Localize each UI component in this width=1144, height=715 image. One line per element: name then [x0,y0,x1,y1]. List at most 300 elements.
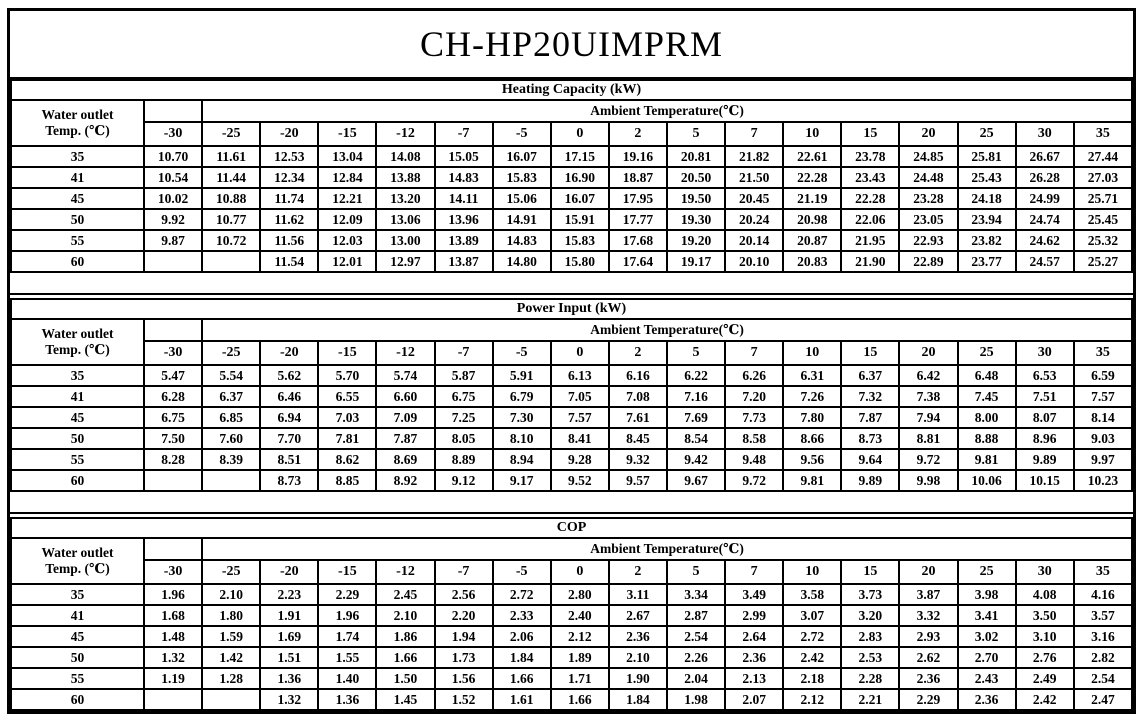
value-cell: 8.69 [376,449,434,470]
value-cell: 1.73 [435,647,493,668]
table-row [11,146,1132,167]
value-cell: 25.71 [1074,188,1132,209]
value-cell: 8.66 [783,428,841,449]
value-cell: 6.46 [260,386,318,407]
ambient-temp-column-header: 20 [899,122,957,146]
value-cell: 8.45 [609,428,667,449]
value-cell: 6.55 [318,386,376,407]
value-cell: 7.32 [841,386,899,407]
value-cell: 6.31 [783,365,841,386]
value-cell: 16.07 [551,188,609,209]
value-cell: 7.57 [551,407,609,428]
value-cell: 25.43 [958,167,1016,188]
value-cell: 10.15 [1016,470,1074,491]
value-cell: 1.48 [144,626,202,647]
value-cell: 1.80 [202,605,260,626]
water-outlet-temp-label: 55 [11,230,144,251]
value-cell: 2.20 [435,605,493,626]
value-cell: 12.34 [260,167,318,188]
water-outlet-temp-label: 45 [11,626,144,647]
value-cell: 6.22 [667,365,725,386]
value-cell: 24.99 [1016,188,1074,209]
value-cell: 3.98 [958,584,1016,605]
ambient-temp-column-header: 5 [667,560,725,584]
value-cell: 20.45 [725,188,783,209]
value-cell: 27.44 [1074,146,1132,167]
ambient-temp-column-header: 35 [1074,122,1132,146]
table-row [11,668,1132,689]
value-cell: 2.10 [609,647,667,668]
value-cell: 2.82 [1074,647,1132,668]
value-cell: 3.87 [899,584,957,605]
value-cell: 6.79 [493,386,551,407]
value-cell: 10.88 [202,188,260,209]
value-cell: 14.11 [435,188,493,209]
ambient-temp-column-header: -7 [435,560,493,584]
table-row [11,251,1132,272]
water-outlet-temp-label: 35 [11,365,144,386]
value-cell: 5.87 [435,365,493,386]
ambient-temp-column-header: 25 [958,122,1016,146]
value-cell: 15.06 [493,188,551,209]
value-cell: 8.88 [958,428,1016,449]
value-cell: 13.89 [435,230,493,251]
value-cell: 9.98 [899,470,957,491]
value-cell: 2.13 [725,668,783,689]
ambient-temp-column-header: 0 [551,122,609,146]
value-cell: 26.28 [1016,167,1074,188]
value-cell: 7.50 [144,428,202,449]
value-cell: 1.52 [435,689,493,710]
value-cell: 6.13 [551,365,609,386]
value-cell: 7.57 [1074,386,1132,407]
value-cell: 13.06 [376,209,434,230]
ambient-temp-column-header: -12 [376,560,434,584]
power-input-table [10,298,1133,492]
page-title: CH-HP20UIMPRM [10,11,1133,79]
value-cell [144,470,202,491]
value-cell: 1.91 [260,605,318,626]
water-outlet-header-line1: Water outlet [41,325,114,341]
section-separator [10,273,1133,295]
header-row-temps [11,341,1132,365]
value-cell: 9.03 [1074,428,1132,449]
value-cell: 20.50 [667,167,725,188]
value-cell: 17.15 [551,146,609,167]
value-cell: 11.62 [260,209,318,230]
value-cell: 7.03 [318,407,376,428]
value-cell: 3.07 [783,605,841,626]
value-cell: 9.72 [725,470,783,491]
value-cell: 8.89 [435,449,493,470]
value-cell: 10.77 [202,209,260,230]
value-cell: 8.07 [1016,407,1074,428]
value-cell: 14.80 [493,251,551,272]
value-cell: 1.19 [144,668,202,689]
value-cell: 4.16 [1074,584,1132,605]
value-cell: 3.32 [899,605,957,626]
value-cell: 4.08 [1016,584,1074,605]
value-cell: 19.30 [667,209,725,230]
value-cell: 2.36 [958,689,1016,710]
value-cell: 2.12 [551,626,609,647]
value-cell: 20.83 [783,251,841,272]
value-cell: 14.91 [493,209,551,230]
header-row-ambient [11,538,1132,560]
header-row-ambient [11,100,1132,122]
value-cell: 21.19 [783,188,841,209]
value-cell: 10.02 [144,188,202,209]
value-cell: 9.89 [841,470,899,491]
value-cell: 3.58 [783,584,841,605]
value-cell: 6.42 [899,365,957,386]
water-outlet-temp-label: 50 [11,209,144,230]
value-cell: 3.34 [667,584,725,605]
water-outlet-header-line1: Water outlet [41,544,114,560]
value-cell: 7.20 [725,386,783,407]
ambient-temp-column-header: 35 [1074,560,1132,584]
value-cell: 1.32 [144,647,202,668]
water-outlet-temp-label: 35 [11,584,144,605]
value-cell: 2.54 [667,626,725,647]
ambient-temp-column-header: 7 [725,122,783,146]
water-outlet-header-line2: Temp. (℃) [45,561,110,576]
value-cell: 2.40 [551,605,609,626]
value-cell: 22.06 [841,209,899,230]
value-cell: 9.32 [609,449,667,470]
value-cell: 3.11 [609,584,667,605]
value-cell: 7.16 [667,386,725,407]
value-cell: 22.61 [783,146,841,167]
table-row [11,605,1132,626]
value-cell [202,689,260,710]
value-cell: 6.60 [376,386,434,407]
value-cell: 2.07 [725,689,783,710]
spacer-cell [144,100,202,122]
value-cell: 12.97 [376,251,434,272]
value-cell: 22.93 [899,230,957,251]
value-cell: 1.51 [260,647,318,668]
value-cell: 1.66 [493,668,551,689]
value-cell: 2.87 [667,605,725,626]
value-cell: 2.45 [376,584,434,605]
ambient-temp-column-header: 30 [1016,341,1074,365]
table-row [11,470,1132,491]
value-cell: 20.87 [783,230,841,251]
value-cell: 3.41 [958,605,1016,626]
value-cell: 1.94 [435,626,493,647]
value-cell: 9.42 [667,449,725,470]
value-cell: 7.45 [958,386,1016,407]
value-cell: 2.10 [376,605,434,626]
ambient-temp-column-header: -20 [260,560,318,584]
section-title-row [11,80,1132,100]
value-cell: 23.78 [841,146,899,167]
value-cell: 2.29 [899,689,957,710]
value-cell [202,251,260,272]
value-cell: 12.03 [318,230,376,251]
value-cell: 2.36 [609,626,667,647]
value-cell: 20.24 [725,209,783,230]
section-separator [10,492,1133,514]
value-cell: 19.16 [609,146,667,167]
value-cell: 1.86 [376,626,434,647]
value-cell: 1.68 [144,605,202,626]
value-cell: 10.70 [144,146,202,167]
ambient-temperature-header: Ambient Temperature(℃) [202,100,1132,122]
value-cell: 2.99 [725,605,783,626]
value-cell: 8.10 [493,428,551,449]
value-cell: 7.69 [667,407,725,428]
value-cell: 10.06 [958,470,1016,491]
value-cell: 3.49 [725,584,783,605]
value-cell: 20.10 [725,251,783,272]
value-cell: 2.42 [783,647,841,668]
value-cell: 2.54 [1074,668,1132,689]
value-cell: 2.67 [609,605,667,626]
ambient-temp-column-header: 0 [551,560,609,584]
section-title-row [11,518,1132,538]
value-cell: 2.26 [667,647,725,668]
value-cell: 1.90 [609,668,667,689]
table-row [11,584,1132,605]
ambient-temp-column-header: -12 [376,341,434,365]
value-cell: 1.56 [435,668,493,689]
value-cell: 25.27 [1074,251,1132,272]
value-cell [202,470,260,491]
value-cell: 9.12 [435,470,493,491]
ambient-temp-column-header: 20 [899,560,957,584]
ambient-temp-column-header: 2 [609,560,667,584]
value-cell: 7.87 [376,428,434,449]
ambient-temp-column-header: -5 [493,560,551,584]
ambient-temp-column-header: 15 [841,341,899,365]
value-cell [144,251,202,272]
value-cell: 5.74 [376,365,434,386]
value-cell: 23.05 [899,209,957,230]
value-cell: 2.42 [1016,689,1074,710]
value-cell: 13.96 [435,209,493,230]
value-cell: 2.64 [725,626,783,647]
value-cell: 15.80 [551,251,609,272]
value-cell: 22.89 [899,251,957,272]
ambient-temp-column-header: -5 [493,122,551,146]
value-cell: 8.00 [958,407,1016,428]
ambient-temp-column-header: 20 [899,341,957,365]
value-cell: 2.76 [1016,647,1074,668]
value-cell: 1.98 [667,689,725,710]
value-cell: 1.45 [376,689,434,710]
value-cell: 3.50 [1016,605,1074,626]
value-cell: 2.06 [493,626,551,647]
value-cell: 5.54 [202,365,260,386]
water-outlet-header [11,100,144,146]
value-cell: 2.12 [783,689,841,710]
value-cell: 27.03 [1074,167,1132,188]
header-row-temps [11,560,1132,584]
ambient-temperature-header: Ambient Temperature(℃) [202,319,1132,341]
ambient-temp-column-header: 30 [1016,122,1074,146]
ambient-temp-column-header: -25 [202,122,260,146]
table-row [11,386,1132,407]
value-cell: 24.48 [899,167,957,188]
ambient-temp-column-header: 2 [609,122,667,146]
value-cell: 23.28 [899,188,957,209]
ambient-temp-column-header: 5 [667,341,725,365]
value-cell: 6.75 [435,386,493,407]
value-cell [144,689,202,710]
value-cell: 7.51 [1016,386,1074,407]
value-cell: 8.92 [376,470,434,491]
value-cell: 9.52 [551,470,609,491]
value-cell: 19.17 [667,251,725,272]
value-cell: 6.37 [202,386,260,407]
water-outlet-header-line2: Temp. (℃) [45,123,110,138]
value-cell: 24.18 [958,188,1016,209]
section-title: Heating Capacity (kW) [11,80,1132,100]
value-cell: 7.05 [551,386,609,407]
value-cell: 10.72 [202,230,260,251]
value-cell: 8.58 [725,428,783,449]
ambient-temp-column-header: 7 [725,341,783,365]
value-cell: 1.84 [493,647,551,668]
ambient-temp-column-header: -15 [318,560,376,584]
value-cell: 9.17 [493,470,551,491]
value-cell: 15.83 [551,230,609,251]
value-cell: 2.80 [551,584,609,605]
water-outlet-temp-label: 45 [11,188,144,209]
water-outlet-header-line1: Water outlet [41,106,114,122]
value-cell: 1.96 [318,605,376,626]
value-cell: 2.23 [260,584,318,605]
ambient-temp-column-header: 10 [783,122,841,146]
value-cell: 11.56 [260,230,318,251]
value-cell: 1.42 [202,647,260,668]
water-outlet-header [11,538,144,584]
water-outlet-temp-label: 41 [11,386,144,407]
spec-sheet [7,8,1136,714]
value-cell: 10.54 [144,167,202,188]
ambient-temp-column-header: -30 [144,341,202,365]
table-row [11,626,1132,647]
value-cell: 2.36 [899,668,957,689]
ambient-temp-column-header: 2 [609,341,667,365]
value-cell: 7.60 [202,428,260,449]
ambient-temp-column-header: 10 [783,560,841,584]
water-outlet-header [11,319,144,365]
value-cell: 7.08 [609,386,667,407]
water-outlet-temp-label: 60 [11,689,144,710]
value-cell: 12.01 [318,251,376,272]
value-cell: 24.62 [1016,230,1074,251]
value-cell: 25.45 [1074,209,1132,230]
value-cell: 22.28 [783,167,841,188]
value-cell: 2.18 [783,668,841,689]
value-cell: 7.70 [260,428,318,449]
value-cell: 2.47 [1074,689,1132,710]
value-cell: 24.74 [1016,209,1074,230]
water-outlet-temp-label: 60 [11,251,144,272]
value-cell: 2.29 [318,584,376,605]
ambient-temp-column-header: -15 [318,122,376,146]
value-cell: 14.83 [493,230,551,251]
value-cell: 20.14 [725,230,783,251]
value-cell: 6.28 [144,386,202,407]
value-cell: 2.62 [899,647,957,668]
ambient-temp-column-header: -7 [435,341,493,365]
value-cell: 14.08 [376,146,434,167]
ambient-temp-column-header: -25 [202,341,260,365]
value-cell: 8.94 [493,449,551,470]
value-cell: 7.61 [609,407,667,428]
water-outlet-temp-label: 60 [11,470,144,491]
value-cell: 13.04 [318,146,376,167]
value-cell: 23.94 [958,209,1016,230]
value-cell: 17.64 [609,251,667,272]
value-cell: 20.81 [667,146,725,167]
value-cell: 8.39 [202,449,260,470]
section-title: COP [11,518,1132,538]
cop-table [10,517,1133,711]
ambient-temp-column-header: -12 [376,122,434,146]
value-cell: 15.91 [551,209,609,230]
value-cell: 21.90 [841,251,899,272]
value-cell: 8.41 [551,428,609,449]
value-cell: 2.28 [841,668,899,689]
value-cell: 22.28 [841,188,899,209]
value-cell: 7.09 [376,407,434,428]
value-cell: 6.37 [841,365,899,386]
section-title: Power Input (kW) [11,299,1132,319]
value-cell: 7.25 [435,407,493,428]
value-cell: 2.56 [435,584,493,605]
value-cell: 1.71 [551,668,609,689]
value-cell: 1.61 [493,689,551,710]
value-cell: 7.73 [725,407,783,428]
value-cell: 9.64 [841,449,899,470]
table-row [11,428,1132,449]
water-outlet-temp-label: 50 [11,647,144,668]
ambient-temp-column-header: -25 [202,560,260,584]
water-outlet-temp-label: 55 [11,668,144,689]
value-cell: 23.82 [958,230,1016,251]
value-cell: 9.56 [783,449,841,470]
header-row-ambient [11,319,1132,341]
value-cell: 1.40 [318,668,376,689]
table-row [11,167,1132,188]
water-outlet-temp-label: 35 [11,146,144,167]
value-cell: 1.66 [376,647,434,668]
value-cell: 1.69 [260,626,318,647]
value-cell: 9.87 [144,230,202,251]
value-cell: 6.26 [725,365,783,386]
value-cell: 14.83 [435,167,493,188]
value-cell: 9.67 [667,470,725,491]
value-cell: 1.59 [202,626,260,647]
value-cell: 12.09 [318,209,376,230]
value-cell: 8.81 [899,428,957,449]
ambient-temp-column-header: -15 [318,341,376,365]
table-row [11,365,1132,386]
ambient-temp-column-header: -5 [493,341,551,365]
value-cell: 5.70 [318,365,376,386]
value-cell: 17.68 [609,230,667,251]
water-outlet-temp-label: 41 [11,605,144,626]
value-cell: 1.66 [551,689,609,710]
value-cell: 8.73 [841,428,899,449]
value-cell: 11.61 [202,146,260,167]
value-cell: 24.57 [1016,251,1074,272]
